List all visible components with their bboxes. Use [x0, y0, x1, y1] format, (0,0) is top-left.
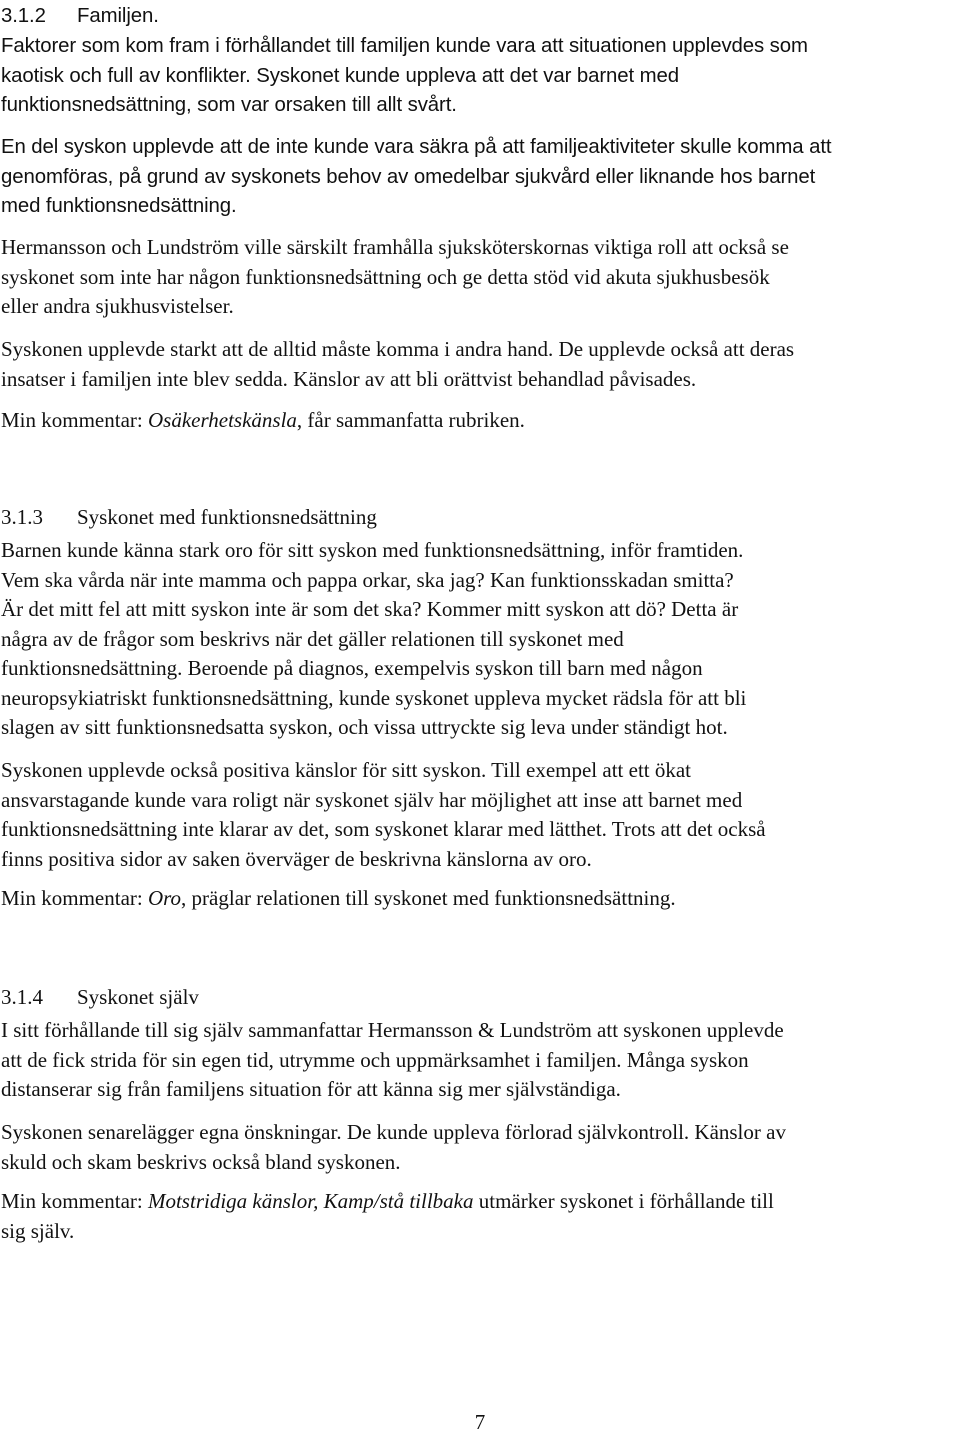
text-line — [1, 1187, 774, 1217]
comment-text: , får sammanfatta rubriken. — [296, 408, 525, 432]
comment-keyword: Osäkerhetskänsla — [147, 408, 297, 432]
text-line: genomföras, på grund av syskonets behov av omedelbar sjukvård eller liknande hos barnet — [1, 165, 816, 188]
paragraph-syskon-positive — [1, 756, 766, 874]
text-line: Syskonen senarelägger egna önskningar. De kunde uppleva förlorad självkontroll. Känslor av — [1, 1120, 786, 1144]
section-title: Syskonet med funktionsnedsättning — [77, 505, 377, 529]
section-number: 3.1.3 — [1, 505, 43, 529]
paragraph-syskon-worries — [1, 536, 746, 743]
text-line: sig själv. — [1, 1218, 75, 1243]
section-title: Familjen. — [77, 5, 159, 27]
comment-text: , präglar relationen till syskonet med funktionsnedsättning. — [181, 886, 676, 910]
paragraph-familjen-second-place — [1, 335, 794, 394]
comment-keyword: Motstridiga känslor, Kamp/stå tillbaka — [147, 1189, 474, 1213]
text-line: Syskonen upplevde starkt att de alltid måste komma i andra hand. De upplevde också att deras — [1, 337, 795, 361]
text-line: neuropsykiatriskt funktionsnedsättning, kunde syskonet uppleva mycket rädsla för att bli — [1, 685, 747, 710]
text-line: Barnen kunde känna stark oro för sitt syskon med funktionsnedsättning, inför framtiden. — [1, 538, 744, 562]
comment-label: Min kommentar: — [1, 1189, 148, 1213]
paragraph-familjen-nurses — [1, 233, 789, 322]
text-line: distanserar sig från familjens situation för att känna sig mer självständiga. — [1, 1077, 621, 1101]
comment-text: utmärker syskonet i förhållande till — [473, 1189, 774, 1213]
paragraph-sjalv-wishes — [1, 1118, 786, 1177]
text-line: att de fick strida för sin egen tid, utrymme och uppmärksamhet i familjen. Många syskon — [1, 1047, 749, 1072]
text-line: med funktionsnedsättning. — [1, 195, 237, 217]
text-line: funktionsnedsättning inte klarar av det, som syskonet klarar med lätthet. Trots att det också — [1, 817, 766, 841]
text-line: Är det mitt fel att mitt syskon inte är som det ska? Kommer mitt syskon att dö? Detta är — [1, 597, 739, 621]
text-line: Vem ska vårda när inte mamma och pappa orkar, ska jag? Kan funktionsskadan smitta? — [1, 567, 734, 592]
section-heading-3-1-4 — [1, 983, 199, 1013]
text-line: Faktorer som kom fram i förhållandet till familjen kunde vara att situationen upplevdes som — [1, 35, 808, 57]
section-number: 3.1.4 — [1, 985, 43, 1009]
paragraph-familjen-conflicts — [1, 32, 808, 121]
text-line: finns positiva sidor av saken överväger de beskrivna känslorna av oro. — [1, 846, 592, 871]
text-line: En del syskon upplevde att de inte kunde vara säkra på att familjeaktiviteter skulle komma att — [1, 136, 832, 158]
text-line: syskonet som inte har någon funktionsnedsättning och ge detta stöd vid akuta sjukhusbesök — [1, 264, 770, 289]
text-line: kaotisk och full av konflikter. Syskonet kunde uppleva att det var barnet med — [1, 64, 680, 87]
page-number: 7 — [474, 1410, 486, 1434]
text-line: några av de frågor som beskrivs när det gäller relationen till syskonet med — [1, 626, 624, 651]
section-heading-3-1-2 — [1, 2, 159, 32]
text-line: Hermansson och Lundström ville särskilt framhålla sjuksköterskornas viktiga roll att också se — [1, 235, 789, 259]
section-title: Syskonet själv — [77, 985, 199, 1009]
text-line: insatser i familjen inte blev sedda. Känslor av att bli orättvist behandlad påvisades. — [1, 366, 697, 391]
section-heading-3-1-3 — [1, 503, 377, 533]
comment-sjalv — [1, 1187, 774, 1246]
text-line: slagen av sitt funktionsnedsatta syskon, och vissa uttryckte sig leva under ständigt hot. — [1, 715, 728, 739]
paragraph-sjalv-summary — [1, 1016, 784, 1105]
comment-familjen — [1, 406, 525, 436]
text-line: ansvarstagande kunde vara roligt när syskonet själv har möjlighet att inse att barnet med — [1, 787, 743, 812]
comment-label: Min kommentar: — [1, 886, 148, 910]
comment-keyword: Oro — [147, 886, 182, 910]
comment-label: Min kommentar: — [1, 408, 148, 432]
text-line: eller andra sjukhusvistelser. — [1, 294, 234, 318]
paragraph-familjen-activities — [1, 133, 831, 222]
text-line: funktionsnedsättning. Beroende på diagnos, exempelvis syskon till barn med någon — [1, 656, 703, 680]
text-line: Syskonen upplevde också positiva känslor för sitt syskon. Till exempel att ett ökat — [1, 758, 692, 782]
text-line: I sitt förhållande till sig själv sammanfattar Hermansson & Lundström att syskonen upplevde — [1, 1018, 784, 1042]
section-number: 3.1.2 — [1, 5, 46, 27]
comment-syskon — [1, 884, 676, 914]
text-line: funktionsnedsättning, som var orsaken till allt svårt. — [1, 94, 457, 116]
text-line: skuld och skam beskrivs också bland syskonen. — [1, 1149, 401, 1174]
